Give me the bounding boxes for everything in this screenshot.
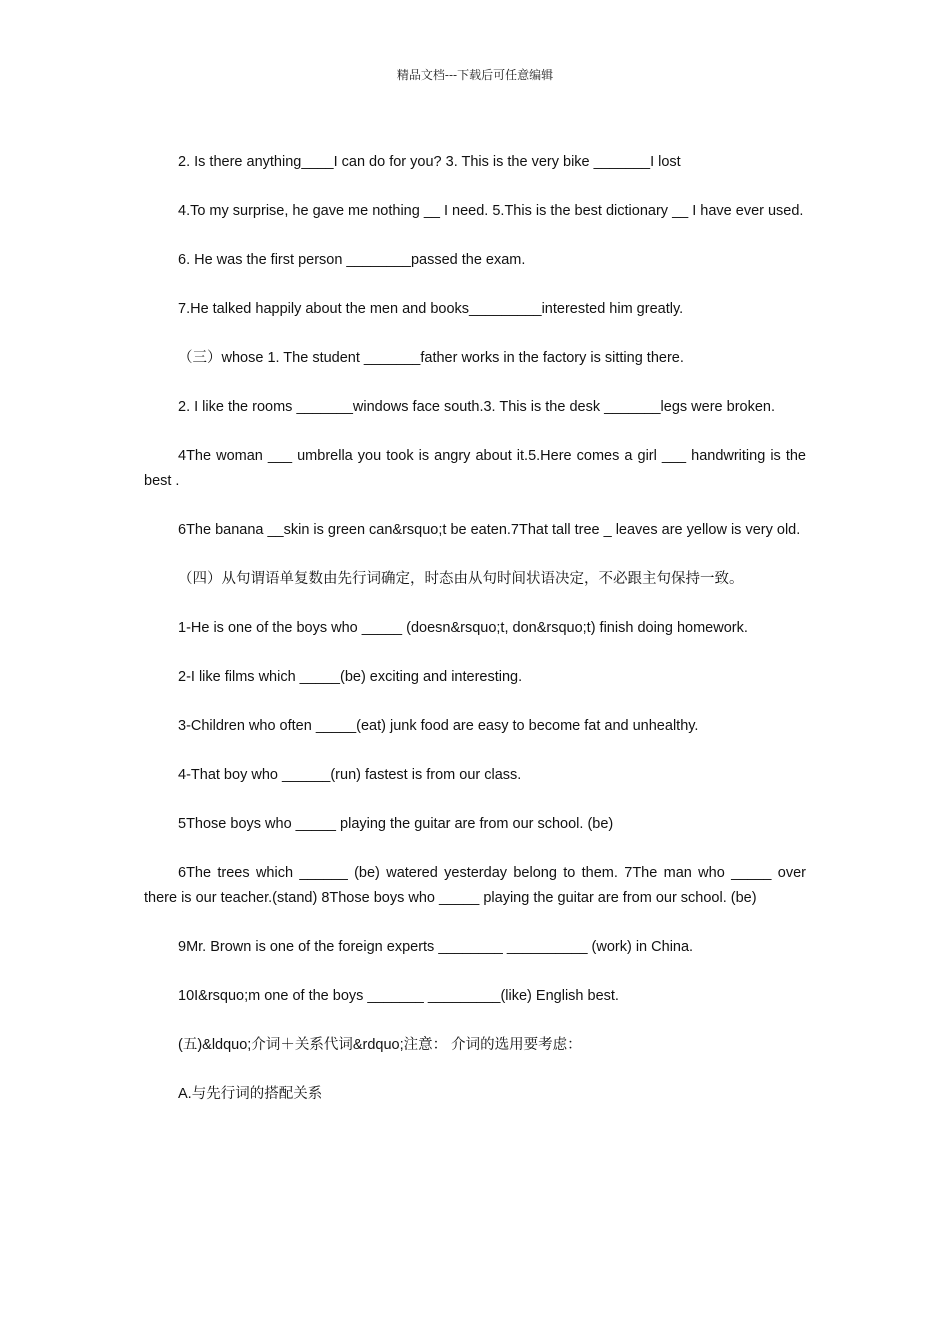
exercise-line-whose-6: 6The banana __skin is green can&rsquo;t be eaten.7That tall tree _ leaves are yellow is very old. — [178, 522, 801, 538]
exercise-line-three-2: 2. Is there anything____I can do for you? 3. This is the very bike _______I lost — [178, 154, 681, 170]
section-whose-heading: （三）whose 1. The student _______father works in the factory is sitting there. — [178, 350, 684, 366]
section-four-heading: （四）从句谓语单复数由先行词确定，时态由从句时间状语决定，不必跟主句保持一致。 — [178, 571, 744, 587]
exercise-line-three-7: 7.He talked happily about the men and books_________interested him greatly. — [178, 301, 684, 317]
exercise-line-four-5: 5Those boys who _____ playing the guitar are from our school. (be) — [178, 816, 614, 832]
section-five-point-a: A.与先行词的搭配关系 — [178, 1086, 323, 1102]
page-header: 精品文档---下载后可任意编辑 — [396, 68, 554, 82]
section-five-heading: (五)&ldquo;介词＋关系代词&rdquo;注意： 介词的选用要考虑： — [178, 1037, 582, 1053]
exercise-line-four-6: 6The trees which ______ (be) watered yesterday belong to them. 7The man who _____ over there is our teacher.(stand) 8Those boys who _____ playing the guitar are from our school. (be) — [144, 865, 806, 906]
exercise-line-three-4: 4.To my surprise, he gave me nothing __ I need. 5.This is the best dictionary __ I have ever used. — [178, 203, 804, 219]
exercise-line-whose-4: 4The woman ___ umbrella you took is angry about it.5.Here comes a girl ___ handwriting is the best . — [144, 448, 806, 489]
exercise-line-four-1: 1-He is one of the boys who _____ (doesn&rsquo;t, don&rsquo;t) finish doing homework. — [178, 620, 748, 636]
exercise-line-four-4: 4-That boy who ______(run) fastest is from our class. — [178, 767, 522, 783]
exercise-line-four-3: 3-Children who often _____(eat) junk food are easy to become fat and unhealthy. — [178, 718, 699, 734]
exercise-line-four-9: 9Mr. Brown is one of the foreign experts ________ __________ (work) in China. — [178, 939, 694, 955]
exercise-line-whose-2: 2. I like the rooms _______windows face south.3. This is the desk _______legs were broken. — [178, 399, 776, 415]
exercise-line-three-6: 6. He was the first person ________passed the exam. — [178, 252, 526, 268]
exercise-line-four-10: 10I&rsquo;m one of the boys _______ _________(like) English best. — [178, 988, 619, 1004]
exercise-line-four-2: 2-I like films which _____(be) exciting and interesting. — [178, 669, 523, 685]
document-body — [144, 150, 806, 1131]
